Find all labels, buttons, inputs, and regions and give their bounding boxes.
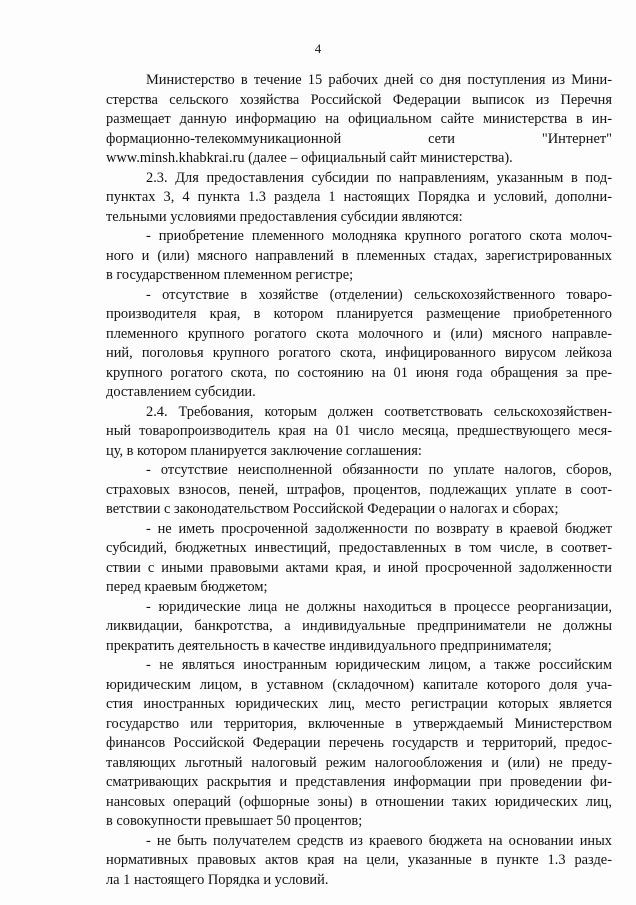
text-line: - не являться иностранным юридическим лицом, а также российским [146,657,612,673]
text-line: производителя края, в котором планируется размещение приобретенного [106,306,612,322]
text-line: ла 1 настоящего Порядка и условий. [106,871,329,888]
text-line: 2.4. Требования, которым должен соответствовать сельскохозяйствен- [146,403,612,420]
text-line: www.minsh.khabkrai.ru (далее – официальный сайт министерства). [106,150,513,166]
text-line: перед краевым бюджетом; [106,579,268,595]
text-line: - отсутствие в хозяйстве (отделении) сельскохозяйственного товаро- [146,286,612,303]
text-line: субсидий, бюджетных инвестиций, предоставленных в том числе, в соответ- [106,540,612,556]
text-line: крупного рогатого скота, по состоянию на 01 июня года обращения за пре- [106,364,612,381]
page-number: 4 [314,41,322,56]
text-line: ний, поголовья крупного рогатого скота, инфицированного вирусом лейкоза [106,345,612,361]
text-line: сматривающих раскрытия и представления информации при проведении фи- [106,774,612,790]
text-line: - не иметь просроченной задолженности по возврату в краевой бюджет [146,520,612,537]
text-line: прекратить деятельность в качестве индивидуального предпринимателя; [106,637,552,654]
text-line: стия иностранных юридических лиц, место регистрации которых является [106,696,612,712]
text-line: формационно-телекоммуникационной сети "Интернет" [106,130,612,147]
text-line: размещает данную информацию на официальном сайте министерства в ин- [106,111,612,127]
text-line: стерства сельского хозяйства Российской Федерации выписок из Перечня [106,91,612,108]
text-line: тельными условиями предоставления субсидии являются: [106,208,463,225]
text-line: 2.3. Для предоставления субсидии по направлениям, указанным в под- [146,169,612,186]
text-line: пунктах 3, 4 пункта 1.3 раздела 1 настоящих Порядка и условий, дополни- [106,189,612,205]
text-line: ветствии с законодательством Российской Федерации о налогах и сборах; [106,501,559,517]
text-line: в государственном племенном регистре; [106,267,354,283]
text-line: финансов Российской Федерации перечень государств и территорий, предос- [106,735,612,751]
text-line: - не быть получателем средств из краевого бюджета на основании иных [146,832,612,849]
text-line: ликвидации, банкротства, а индивидуальные предприниматели не должны [106,618,612,634]
text-line: ного и (или) мясного направлений в племенных стадах, зарегистрированных [106,247,612,264]
text-line: цу, в котором планируется заключение соглашения: [106,442,422,459]
text-line: - приобретение племенного молодняка крупного рогатого скота молоч- [146,228,612,244]
text-line: - отсутствие неисполненной обязанности по уплате налогов, сборов, [146,462,612,478]
text-line: Министерство в течение 15 рабочих дней со дня поступления из Мини- [146,72,612,88]
text-line: доставлением субсидии. [106,384,256,400]
text-line: государство или территория, включенные в утверждаемый Министерством [106,715,612,732]
document-body [106,71,612,890]
text-line: страховых взносов, пеней, штрафов, процентов, подлежащих уплате в соот- [106,481,612,498]
text-line: ный товаропроизводитель края на 01 число месяца, предшествующего меся- [106,423,612,439]
text-line: - юридические лица не должны находиться в процессе реорганизации, [146,598,612,615]
text-line: нормативных правовых актов края на цели, указанные в пункте 1.3 разде- [106,852,612,868]
text-line: нансовых операций (офшорные зоны) в отношении таких юридических лиц, [106,793,612,810]
text-line: ствии с иными правовыми актами края, и иной просроченной задолженности [106,559,612,576]
text-line: юридическим лицом, в уставном (складочном) капитале которого доля уча- [106,676,612,693]
text-line: в совокупности превышает 50 процентов; [106,813,363,829]
text-line: тавляющих льготный налоговый режим налогообложения и (или) не преду- [106,754,612,771]
text-line: племенного крупного рогатого скота молочного и (или) мясного направле- [106,325,612,342]
